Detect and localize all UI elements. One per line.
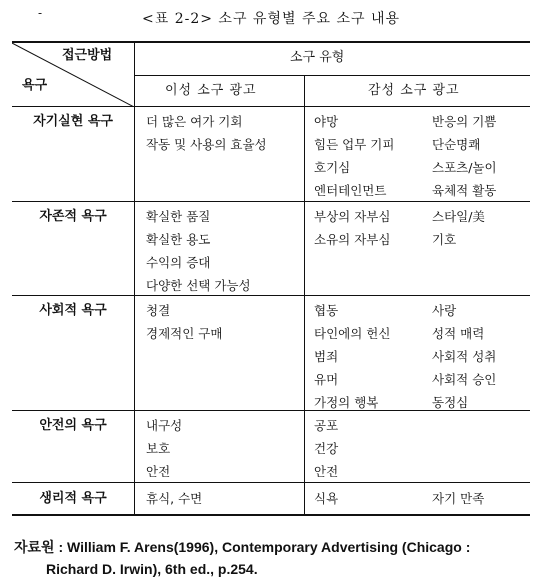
list-item: 청결 [146,303,171,318]
list-item: 수익의 증대 [146,255,211,270]
emotional-list-a [314,205,390,251]
list-item: 소유의 자부심 [314,232,391,247]
list-item: 유머 [314,372,339,387]
header-appeal-type: 소구 유형 [290,50,345,65]
need-label: 자기실현 욕구 [33,114,113,129]
list-item: 확실한 품질 [146,209,211,224]
list-item: 자기 만족 [432,491,485,506]
list-item: 건강 [314,441,339,456]
list-item: 보호 [146,441,171,456]
rational-list [146,299,222,345]
list-item: 가정의 행복 [314,395,379,410]
list-item: 휴식, 수면 [146,491,203,506]
header-rational: 이성 소구 광고 [165,83,257,98]
rational-list [146,205,251,297]
list-item: 스포츠/놀이 [432,160,497,175]
source-line-1: 자료원 : William F. Arens(1996), Contemporary Advertising (Chicago : [14,539,471,555]
rational-emotional-rule [304,76,305,515]
emotional-list-b [432,487,484,510]
row-rule-4 [12,482,530,483]
list-item: 부상의 자부심 [314,209,391,224]
list-item: 반응의 기쁨 [432,114,497,129]
list-item: 다양한 선택 가능성 [146,278,251,293]
header-approach: 접근방법 [62,48,113,63]
list-item: 경제적인 구매 [146,326,223,341]
title-text: <표 2-2> 소구 유형별 주요 소구 내용 [142,11,400,27]
list-item: 협동 [314,303,339,318]
source-line-2: Richard D. Irwin), 6th ed., p.254. [46,561,258,577]
emotional-list-a [314,414,338,483]
rational-list [146,414,182,483]
list-item: 범죄 [314,349,339,364]
list-item: 공포 [314,418,339,433]
header-emotional: 감성 소구 광고 [368,83,460,98]
list-item: 타인에의 헌신 [314,326,391,341]
list-item: 스타일/美 [432,209,485,224]
table-bottom-rule [12,514,530,516]
emotional-list-b [432,110,497,202]
rational-list [146,110,267,156]
list-item: 더 많은 여가 기회 [146,114,243,129]
list-item: 단순명쾌 [432,137,481,152]
list-item: 동정심 [432,395,469,410]
list-item: 힘든 업무 기피 [314,137,395,152]
list-item: 확실한 용도 [146,232,211,247]
need-label: 생리적 욕구 [39,491,107,506]
list-item: 야망 [314,114,339,129]
need-column-rule [134,42,135,515]
list-item: 호기심 [314,160,351,175]
table-title [0,8,542,28]
list-item: 안전 [314,464,339,479]
need-label: 안전의 욕구 [39,418,107,433]
header-mid-rule [134,75,530,76]
list-item: 육체적 활동 [432,183,497,198]
list-item: 성적 매력 [432,326,485,341]
emotional-list-a [314,110,394,202]
list-item: 작동 및 사용의 효율성 [146,137,267,152]
emotional-list-a [314,487,338,510]
need-label: 자존적 욕구 [39,209,107,224]
emotional-list-b [432,299,496,414]
list-item: 사회적 승인 [432,372,497,387]
emotional-list-b [432,205,485,251]
list-item: 기호 [432,232,457,247]
emotional-list-a [314,299,390,414]
list-item: 내구성 [146,418,183,433]
rational-list [146,487,202,510]
list-item: 엔터테인먼트 [314,183,387,198]
list-item: 식욕 [314,491,339,506]
row-rule-2 [12,295,530,296]
list-item: 사랑 [432,303,457,318]
list-item: 사회적 성취 [432,349,497,364]
need-label: 사회적 욕구 [39,303,107,318]
title-mark: - [38,6,44,20]
header-need: 욕구 [22,78,48,93]
list-item: 안전 [146,464,171,479]
